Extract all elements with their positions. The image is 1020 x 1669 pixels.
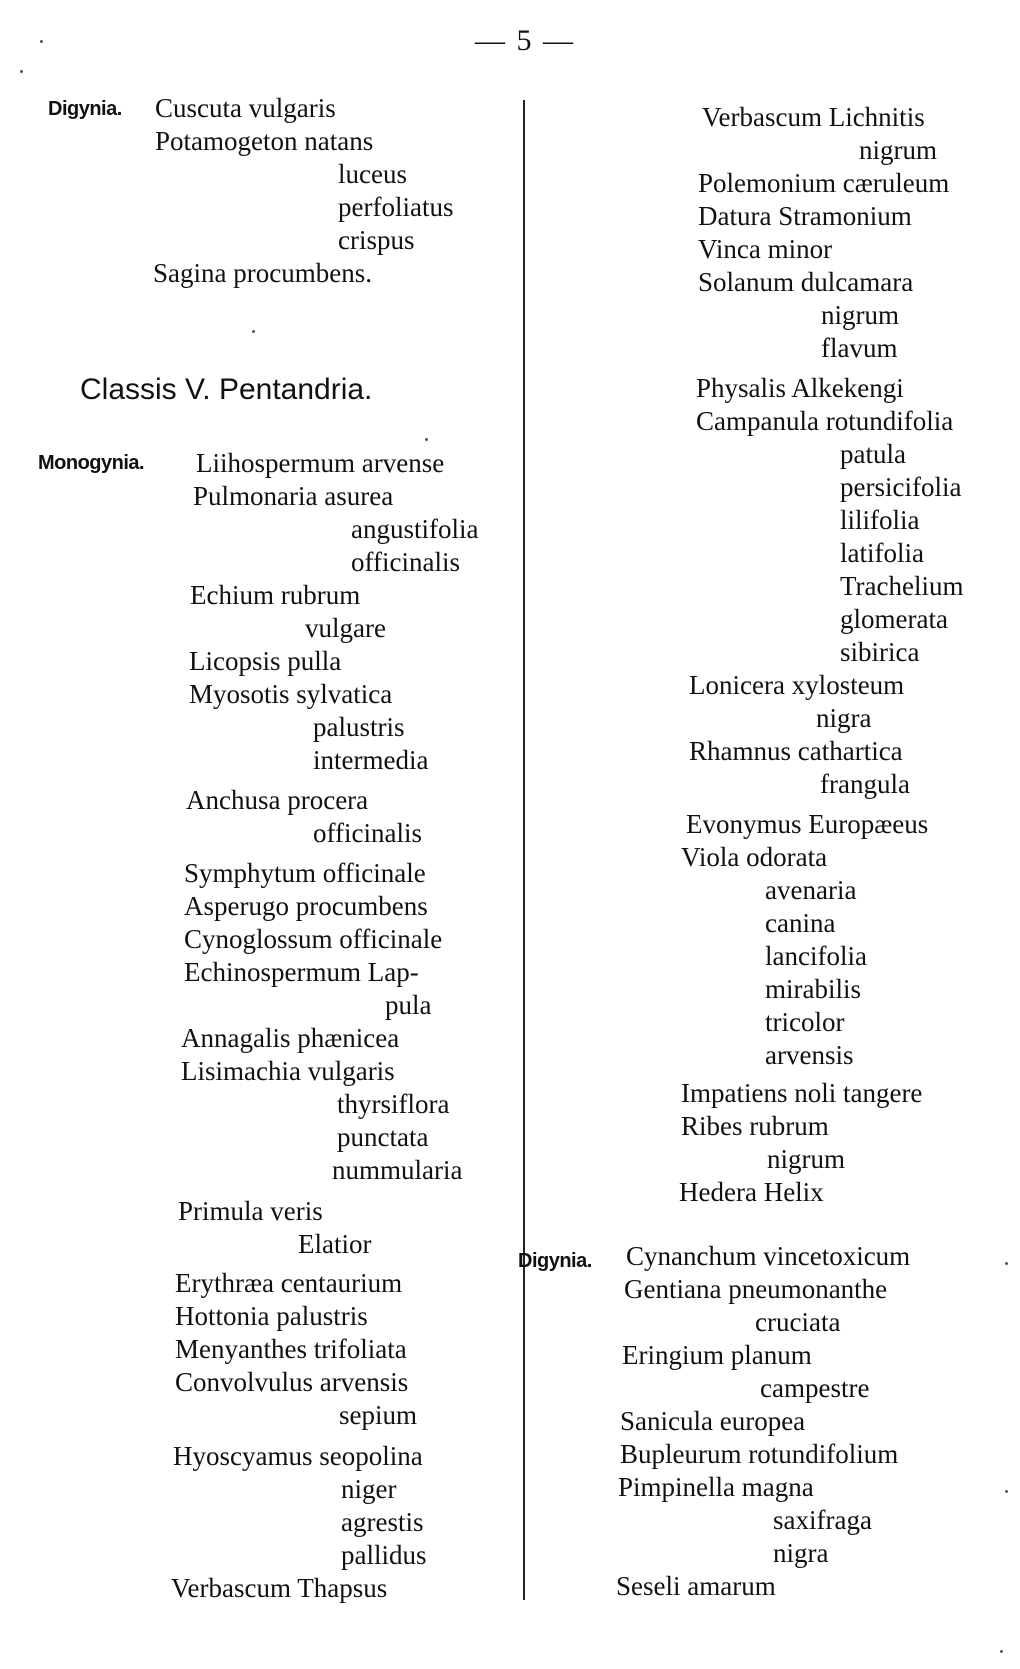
species-entry: Gentiana pneumonanthe <box>624 1274 888 1304</box>
page-number: — 5 — <box>475 24 575 57</box>
species-entry: nigrum <box>859 135 937 165</box>
species-entry: pula <box>385 990 432 1020</box>
species-entry: sibirica <box>840 637 920 667</box>
species-entry: Anchusa procera <box>186 785 369 815</box>
species-entry: saxifraga <box>773 1505 872 1535</box>
species-entry: Symphytum officinale <box>184 858 426 888</box>
species-entry: palustris <box>313 712 405 742</box>
species-entry: Verbascum Thapsus <box>171 1573 388 1603</box>
species-entry: tricolor <box>765 1007 845 1037</box>
species-entry: officinalis <box>313 818 422 848</box>
species-entry: angustifolia <box>351 514 479 544</box>
section-label-monogynia: Monogynia. <box>38 452 145 474</box>
species-entry: Annagalis phænicea <box>181 1023 400 1053</box>
species-entry: Campanula rotundifolia <box>696 406 954 436</box>
species-entry: vulgare <box>305 613 386 643</box>
species-entry: mirabilis <box>765 974 861 1004</box>
species-entry: frangula <box>820 769 910 799</box>
species-entry: nigrum <box>767 1144 845 1174</box>
section-label-digynia: Digynia. <box>48 98 122 120</box>
species-entry: Lisimachia vulgaris <box>181 1056 395 1086</box>
species-entry: Primula veris <box>178 1196 323 1226</box>
species-entry: Myosotis sylvatica <box>189 679 393 709</box>
species-entry: nigra <box>816 703 872 733</box>
species-entry: Liihospermum arvense <box>196 448 445 478</box>
species-entry: luceus <box>338 159 407 189</box>
section-label-digynia-right: Digynia. <box>518 1250 592 1272</box>
species-entry: lilifolia <box>840 505 920 535</box>
species-entry: Datura Stramonium <box>698 201 912 231</box>
species-entry: Bupleurum rotundifolium <box>620 1439 899 1469</box>
class-heading: Classis V. Pentandria. <box>80 373 373 406</box>
species-entry: cruciata <box>755 1307 841 1337</box>
species-entry: Sanicula europea <box>620 1406 806 1436</box>
species-entry: lancifolia <box>765 941 867 971</box>
species-entry: punctata <box>337 1122 429 1152</box>
species-entry: canina <box>765 908 836 938</box>
species-entry: Asperugo procumbens <box>184 891 428 921</box>
species-entry: latifolia <box>840 538 924 568</box>
species-entry: Vinca minor <box>698 234 833 264</box>
species-entry: pallidus <box>341 1540 427 1570</box>
species-entry: arvensis <box>765 1040 854 1070</box>
species-entry: perfoliatus <box>338 192 454 222</box>
scan-speck <box>20 70 23 73</box>
species-entry: thyrsiflora <box>337 1089 450 1119</box>
species-entry: Pimpinella magna <box>618 1472 814 1502</box>
species-entry: Seseli amarum <box>616 1571 776 1601</box>
species-entry: Hyoscyamus seopolina <box>173 1441 423 1471</box>
species-entry: Rhamnus cathartica <box>689 736 903 766</box>
species-entry: Polemonium cæruleum <box>698 168 950 198</box>
species-entry: Cynanchum vincetoxicum <box>626 1241 911 1271</box>
species-entry: Echium rubrum <box>190 580 361 610</box>
species-entry: campestre <box>760 1373 870 1403</box>
species-entry: Impatiens noli tangere <box>681 1078 923 1108</box>
species-entry: niger <box>341 1474 397 1504</box>
species-entry: agrestis <box>341 1507 424 1537</box>
species-entry: Licopsis pulla <box>189 646 342 676</box>
species-entry: sepium <box>339 1400 417 1430</box>
species-entry: Pulmonaria asurea <box>193 481 394 511</box>
species-entry: Hedera Helix <box>679 1177 824 1207</box>
species-entry: Lonicera xylosteum <box>689 670 905 700</box>
species-entry: Eringium planum <box>622 1340 812 1370</box>
species-entry: nigrum <box>821 300 899 330</box>
species-entry: persicifolia <box>840 472 962 502</box>
species-entry: nummularia <box>332 1155 463 1185</box>
species-entry: Physalis Alkekengi <box>696 373 904 403</box>
scan-speck <box>425 438 428 441</box>
species-entry: flavum <box>821 333 898 363</box>
species-entry: Echinospermum Lap- <box>184 957 419 987</box>
species-entry: Viola odorata <box>681 842 828 872</box>
species-entry: Cuscuta vulgaris <box>155 93 336 123</box>
species-entry: officinalis <box>351 547 460 577</box>
scan-speck <box>1005 1490 1008 1493</box>
species-entry: intermedia <box>313 745 429 775</box>
species-entry: Verbascum Lichnitis <box>702 102 925 132</box>
scan-speck <box>1000 1650 1003 1653</box>
species-entry: Evonymus Europæeus <box>686 809 929 839</box>
species-entry: Ribes rubrum <box>681 1111 829 1141</box>
species-entry: avenaria <box>765 875 857 905</box>
species-entry: Hottonia palustris <box>175 1301 368 1331</box>
species-entry: Trachelium <box>840 571 964 601</box>
column-divider <box>523 100 525 1600</box>
species-entry: Erythræa centaurium <box>175 1268 403 1298</box>
species-entry: Elatior <box>298 1229 372 1259</box>
species-entry: glomerata <box>840 604 948 634</box>
species-entry: nigra <box>773 1538 829 1568</box>
species-entry: Convolvulus arvensis <box>175 1367 409 1397</box>
species-entry: Menyanthes trifoliata <box>175 1334 407 1364</box>
scan-speck <box>1005 1262 1008 1265</box>
species-entry: crispus <box>338 225 415 255</box>
species-entry: Potamogeton natans <box>155 126 374 156</box>
species-entry: Cynoglossum officinale <box>184 924 443 954</box>
scan-speck <box>40 40 43 43</box>
species-entry: Sagina procumbens. <box>153 258 372 288</box>
scan-speck <box>252 330 255 333</box>
species-entry: Solanum dulcamara <box>698 267 914 297</box>
species-entry: patula <box>840 439 906 469</box>
